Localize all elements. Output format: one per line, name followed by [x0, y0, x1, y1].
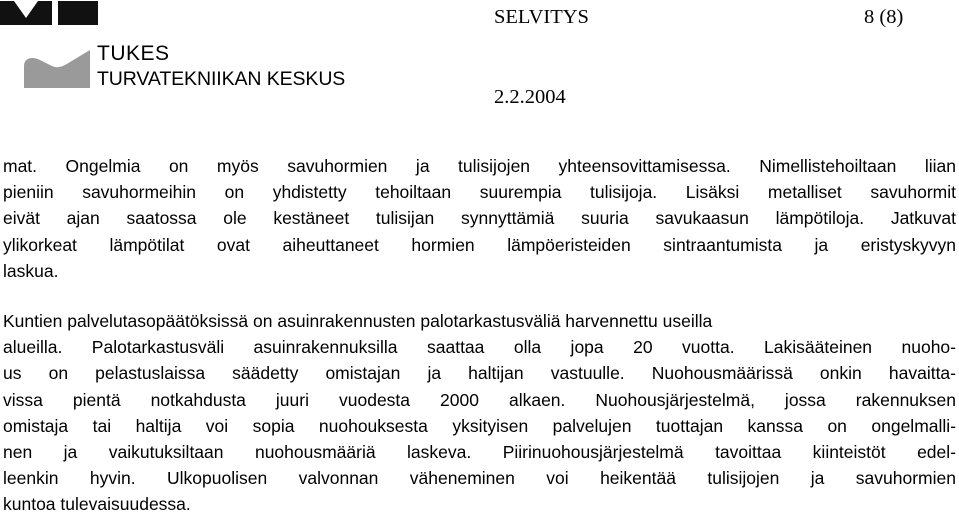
logo-mark-icon — [0, 0, 100, 95]
text-line: leenkin hyvin. Ulkopuolisen valvonnan väheneminen voi heikentää tulisijojen ja savuhormien — [3, 468, 956, 489]
text-line: nen ja vaikutuksiltaan nuohousmääriä laskeva. Piirinuohousjärjestelmä tavoittaa kiinteistöt edel- — [3, 442, 956, 463]
text-line: laskua. — [3, 260, 59, 281]
text-line: Kuntien palvelutasopäätöksissä on asuinrakennusten palotarkastusväliä harvennettu useilla — [3, 311, 713, 331]
logo-dark-block-right — [58, 1, 98, 25]
text-line: ylikorkeat lämpötilat ovat aiheuttaneet hormien lämpöeristeiden sintraantumista ja eristyskyvyn — [3, 234, 956, 255]
paragraph-1 — [3, 153, 956, 284]
text-line: omistaja tai haltija voi sopia nuohouksesta yksityisen palvelujen tuottajan kanssa on ongelmalli- — [3, 415, 956, 436]
document-date: 2.2.2004 — [494, 86, 566, 108]
text-line: pieniin savuhormeihin on yhdistetty tehoiltaan suurempia tulisijoja. Lisäksi metalliset savuhormit — [3, 182, 956, 203]
logo-gray-shape — [24, 50, 90, 88]
text-line: us on pelastuslaissa säädetty omistajan ja haltijan vastuulle. Nuohousmäärissä onkin havaitta- — [3, 363, 956, 384]
document-type: SELVITYS — [494, 6, 589, 28]
text-line: vissa pientä notkahdusta juuri vuodesta 2000 alkaen. Nuohousjärjestelmä, jossa rakennuksen — [3, 389, 956, 410]
text-line: mat. Ongelmia on myös savuhormien ja tulisijojen yhteensovittamisessa. Nimellistehoiltaan liian — [3, 156, 956, 176]
tukes-logo — [0, 0, 360, 95]
text-line: kuntoa tulevaisuudessa. — [3, 494, 191, 515]
org-long-name: TURVATEKNIIKAN KESKUS — [97, 68, 346, 90]
paragraph-2 — [3, 308, 956, 518]
text-line: eivät ajan saatossa ole kestäneet tulisijan synnyttämiä suuria savukaasun lämpötiloja. Jatkuvat — [3, 208, 956, 229]
page-number: 8 (8) — [864, 6, 904, 28]
org-short-name: TUKES — [97, 42, 170, 65]
text-line: alueilla. Palotarkastusväli asuinrakennuksilla saattaa olla jopa 20 vuotta. Lakisääteinen nuoho- — [3, 337, 956, 358]
